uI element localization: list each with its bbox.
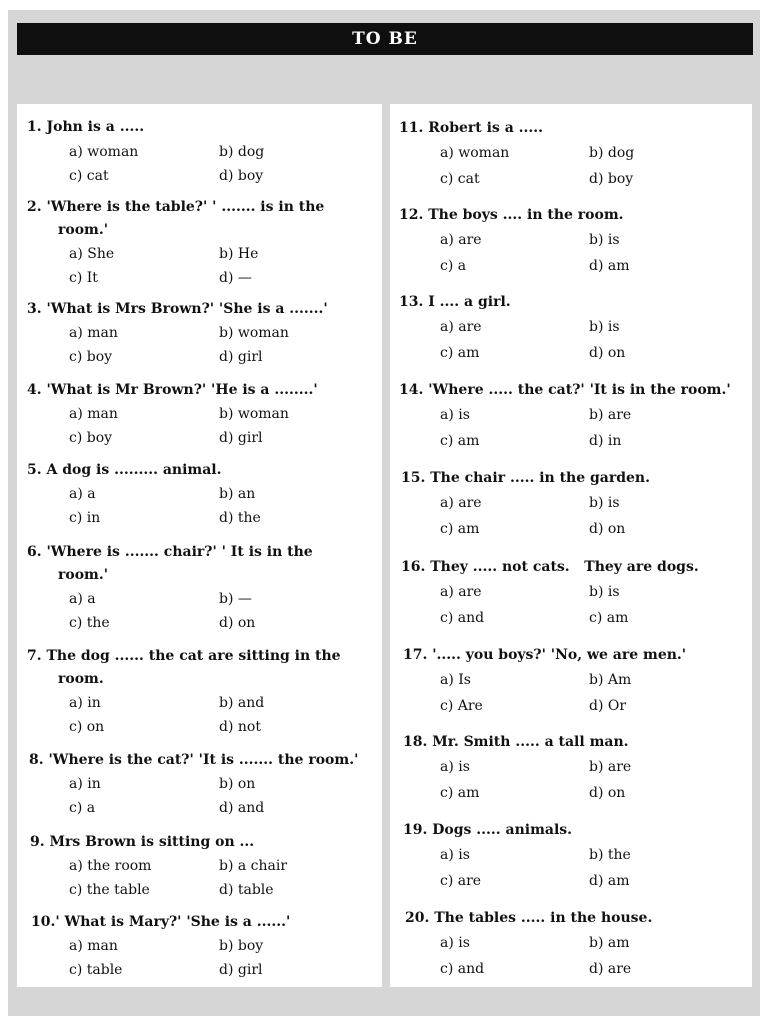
answer-options — [390, 754, 752, 806]
option-c[interactable]: c) am — [440, 433, 480, 449]
option-b[interactable]: b) is — [589, 584, 620, 600]
question-18 — [390, 731, 752, 806]
question-text: 13. I .... a girl. — [399, 294, 511, 310]
question-text-continued: room. — [58, 671, 104, 687]
question-11 — [390, 117, 752, 192]
question-text: 2. 'Where is the table?' ' ....... is in the — [27, 199, 325, 215]
question-text: 3. 'What is Mrs Brown?' 'She is a .......' — [27, 301, 328, 317]
option-b[interactable]: b) He — [219, 246, 259, 262]
option-b[interactable]: b) are — [589, 759, 632, 775]
option-b[interactable]: b) an — [219, 486, 256, 502]
answer-options — [17, 587, 382, 635]
option-b[interactable]: b) woman — [219, 406, 289, 422]
option-d[interactable]: d) boy — [219, 168, 264, 184]
option-d[interactable]: d) in — [589, 433, 622, 449]
question-text: 18. Mr. Smith ..... a tall man. — [403, 734, 629, 750]
question-2 — [17, 196, 382, 290]
option-a[interactable]: a) woman — [440, 145, 510, 161]
question-15 — [390, 467, 752, 542]
question-text: 6. 'Where is ....... chair?' ' It is in the — [27, 544, 313, 560]
question-19 — [390, 819, 752, 894]
question-16 — [390, 556, 752, 631]
question-9 — [17, 831, 382, 902]
question-1 — [17, 116, 382, 188]
question-text-continued: room.' — [58, 567, 109, 583]
answer-options — [17, 402, 382, 450]
option-a[interactable]: a) are — [440, 319, 482, 335]
question-7 — [17, 645, 382, 739]
option-c[interactable]: c) cat — [440, 171, 480, 187]
option-c[interactable]: c) and — [440, 961, 485, 977]
option-c[interactable]: c) a — [69, 800, 96, 816]
option-b[interactable]: b) are — [589, 407, 632, 423]
option-d[interactable]: d) on — [589, 785, 626, 801]
option-a[interactable]: a) in — [69, 695, 101, 711]
question-text: 8. 'Where is the cat?' 'It is ....... the room.' — [29, 752, 359, 768]
option-a[interactable]: a) a — [69, 591, 96, 607]
option-d[interactable]: d) — — [219, 270, 252, 286]
question-10 — [17, 911, 382, 982]
answer-options — [17, 140, 382, 188]
question-text: 1. John is a ..... — [27, 119, 145, 135]
option-a[interactable]: a) are — [440, 232, 482, 248]
question-17 — [390, 644, 752, 719]
option-a[interactable]: a) is — [440, 847, 470, 863]
answer-options — [390, 930, 752, 982]
option-a[interactable]: a) is — [440, 407, 470, 423]
question-5 — [17, 459, 382, 530]
option-b[interactable]: b) Am — [589, 672, 632, 688]
option-a[interactable]: a) is — [440, 759, 470, 775]
option-c[interactable]: c) the — [69, 615, 110, 631]
question-text: 7. The dog ...... the cat are sitting in the — [27, 648, 341, 664]
option-a[interactable]: a) woman — [69, 144, 139, 160]
page-title: TO BE — [17, 23, 753, 55]
right-question-column — [390, 104, 752, 987]
option-b[interactable]: b) is — [589, 232, 620, 248]
option-a[interactable]: a) She — [69, 246, 115, 262]
question-text: 17. '..... you boys?' 'No, we are men.' — [403, 647, 687, 663]
question-14 — [390, 379, 752, 454]
option-b[interactable]: b) on — [219, 776, 256, 792]
option-d[interactable]: d) on — [219, 615, 256, 631]
option-b[interactable]: b) is — [589, 319, 620, 335]
option-c[interactable]: c) are — [440, 873, 482, 889]
answer-options — [390, 140, 752, 192]
option-d[interactable]: d) table — [219, 882, 274, 898]
option-b[interactable]: b) a chair — [219, 858, 288, 874]
question-8 — [17, 749, 382, 820]
option-c[interactable]: c) am — [440, 521, 480, 537]
answer-options — [17, 691, 382, 739]
option-d[interactable]: d) am — [589, 873, 630, 889]
option-b[interactable]: b) dog — [219, 144, 265, 160]
answer-options — [17, 934, 382, 982]
option-b[interactable]: b) is — [589, 495, 620, 511]
answer-options — [17, 482, 382, 530]
option-a[interactable]: a) are — [440, 584, 482, 600]
option-d[interactable]: d) Or — [589, 698, 627, 714]
option-a[interactable]: a) man — [69, 938, 118, 954]
answer-options — [17, 242, 382, 290]
answer-options — [390, 314, 752, 366]
option-a[interactable]: a) a — [69, 486, 96, 502]
question-text: 16. They ..... not cats. They are dogs. — [401, 559, 699, 575]
question-text: 20. The tables ..... in the house. — [405, 910, 653, 926]
option-c[interactable]: c) on — [69, 719, 105, 735]
option-a[interactable]: a) the room — [69, 858, 152, 874]
question-20 — [390, 907, 752, 982]
option-c[interactable]: c) and — [440, 610, 485, 626]
option-b[interactable]: b) woman — [219, 325, 289, 341]
option-c[interactable]: c) am — [440, 345, 480, 361]
option-c[interactable]: c) a — [440, 258, 467, 274]
question-6 — [17, 541, 382, 635]
option-b[interactable]: b) the — [589, 847, 631, 863]
question-text: 12. The boys .... in the room. — [399, 207, 624, 223]
question-text: 4. 'What is Mr Brown?' 'He is a ........' — [27, 382, 318, 398]
answer-options — [390, 842, 752, 894]
answer-options — [17, 854, 382, 902]
option-a[interactable]: a) are — [440, 495, 482, 511]
question-text: 14. 'Where ..... the cat?' 'It is in the room.' — [399, 382, 731, 398]
answer-options — [390, 227, 752, 279]
option-d[interactable]: d) and — [219, 800, 265, 816]
option-c[interactable]: c) table — [69, 962, 123, 978]
option-c[interactable]: c) boy — [69, 430, 113, 446]
option-d[interactable]: d) on — [589, 345, 626, 361]
option-d[interactable]: d) the — [219, 510, 261, 526]
question-3 — [17, 298, 382, 369]
option-d[interactable]: c) am — [589, 610, 629, 626]
question-13 — [390, 291, 752, 366]
question-text: 10.' What is Mary?' 'She is a ......' — [31, 914, 291, 930]
option-c[interactable]: c) in — [69, 510, 101, 526]
question-text: 9. Mrs Brown is sitting on ... — [30, 834, 255, 850]
option-c[interactable]: c) cat — [69, 168, 109, 184]
question-4 — [17, 379, 382, 450]
question-text: 19. Dogs ..... animals. — [403, 822, 573, 838]
option-d[interactable]: d) on — [589, 521, 626, 537]
answer-options — [390, 667, 752, 719]
question-text: 15. The chair ..... in the garden. — [401, 470, 650, 486]
option-d[interactable]: d) am — [589, 258, 630, 274]
option-a[interactable]: a) in — [69, 776, 101, 792]
option-d[interactable]: d) boy — [589, 171, 634, 187]
option-b[interactable]: b) and — [219, 695, 265, 711]
option-c[interactable]: c) It — [69, 270, 98, 286]
left-question-column — [17, 104, 382, 987]
option-d[interactable]: d) girl — [219, 349, 263, 365]
option-d[interactable]: d) girl — [219, 430, 263, 446]
option-a[interactable]: a) man — [69, 406, 118, 422]
option-c[interactable]: c) am — [440, 785, 480, 801]
answer-options — [390, 579, 752, 631]
option-b[interactable]: b) am — [589, 935, 630, 951]
question-12 — [390, 204, 752, 279]
option-b[interactable]: b) dog — [589, 145, 635, 161]
option-b[interactable]: b) — — [219, 591, 252, 607]
option-d[interactable]: d) are — [589, 961, 632, 977]
option-a[interactable]: a) Is — [440, 672, 471, 688]
option-a[interactable]: a) man — [69, 325, 118, 341]
option-d[interactable]: d) not — [219, 719, 261, 735]
option-c[interactable]: c) Are — [440, 698, 483, 714]
answer-options — [17, 772, 382, 820]
option-c[interactable]: c) the table — [69, 882, 150, 898]
answer-options — [390, 490, 752, 542]
option-d[interactable]: d) girl — [219, 962, 263, 978]
option-a[interactable]: a) is — [440, 935, 470, 951]
question-text-continued: room.' — [58, 222, 109, 238]
question-text: 11. Robert is a ..... — [399, 120, 544, 136]
question-text: 5. A dog is ......... animal. — [27, 462, 222, 478]
option-c[interactable]: c) boy — [69, 349, 113, 365]
answer-options — [390, 402, 752, 454]
answer-options — [17, 321, 382, 369]
option-b[interactable]: b) boy — [219, 938, 264, 954]
